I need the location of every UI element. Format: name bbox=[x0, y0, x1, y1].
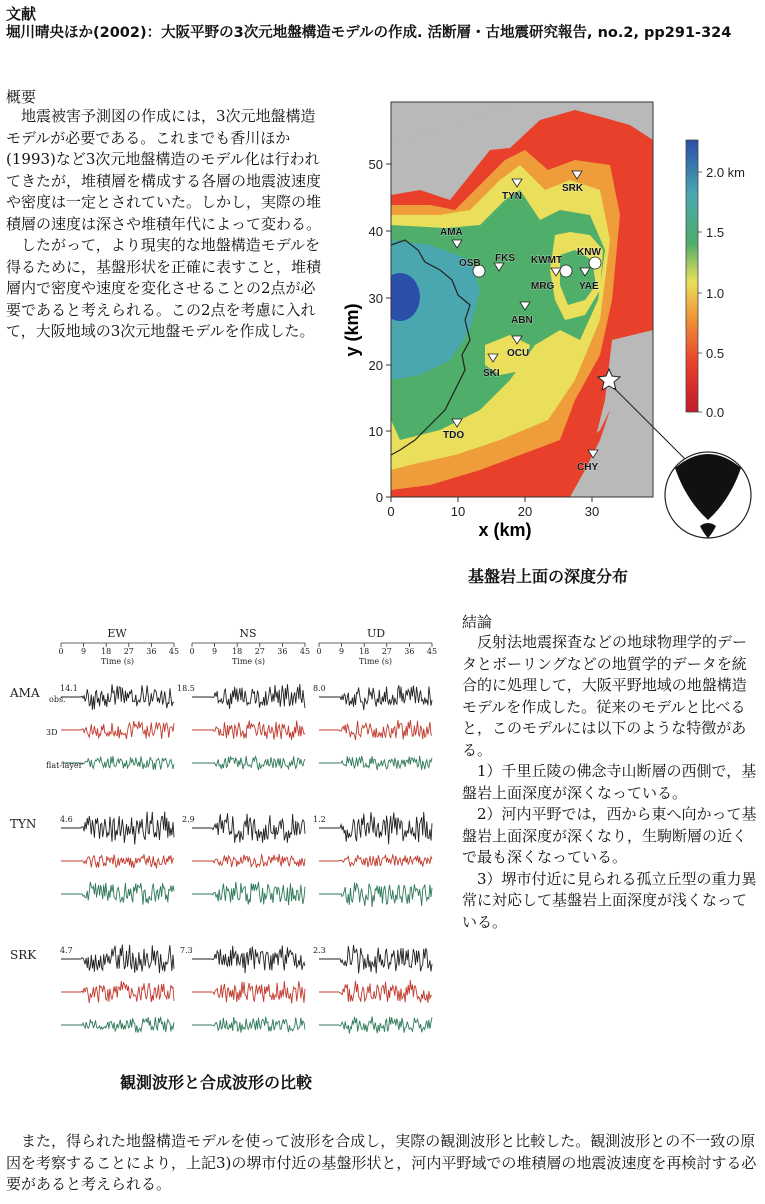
x-tick: 20 bbox=[517, 504, 533, 519]
summary-heading: 概要 bbox=[6, 88, 37, 106]
flat-layer-trace bbox=[212, 756, 305, 770]
time-tick-label: 18 bbox=[101, 647, 112, 656]
time-tick-label: 45 bbox=[299, 647, 311, 656]
closing-body bbox=[6, 1131, 761, 1196]
y-tick: 30 bbox=[368, 291, 383, 306]
y-tick: 20 bbox=[368, 358, 383, 373]
station-label: ABN bbox=[511, 315, 533, 326]
station-label: AMA bbox=[440, 227, 463, 238]
y-tick: 0 bbox=[375, 490, 383, 505]
references-heading: 文献 bbox=[6, 5, 37, 23]
y-tick: 40 bbox=[368, 224, 383, 239]
amplitude-label: 4.7 bbox=[60, 946, 73, 955]
synthetic-3d-trace bbox=[339, 720, 432, 740]
flat-layer-trace bbox=[81, 756, 174, 770]
time-axis-label: Time (s) bbox=[231, 657, 266, 666]
obs-trace bbox=[339, 945, 432, 974]
colorbar-tick: 0.5 bbox=[706, 346, 725, 361]
summary-paragraph-2: したがって，より現実的な地盤構造モデルを得るために，基盤形状を正確に表すこと，堆積層内で密度や速度を変化させることの2点が必要であると考えられる。この2点を考慮に入れて，大阪地域の3次元地盤モデルを作成した。 bbox=[6, 236, 322, 340]
time-tick-label: 18 bbox=[232, 647, 243, 656]
flat-layer-trace bbox=[81, 1017, 174, 1033]
component-header: UD bbox=[366, 627, 386, 640]
conclusion-paragraph: 反射法地震探査などの地球物理学的データとボーリングなどの地質学的データを統合的に処理して，大阪平野地域の地盤構造モデルを作成した。従来のモデルと比べると，このモデルには以下のような特徴がある。 bbox=[462, 633, 748, 759]
basement-depth-map bbox=[335, 95, 765, 555]
station-row-label: TYN bbox=[10, 817, 37, 831]
time-tick-label: 9 bbox=[81, 647, 87, 656]
colorbar-tick: 2.0 km bbox=[706, 165, 746, 180]
time-tick-label: 27 bbox=[254, 647, 265, 656]
time-tick-label: 0 bbox=[58, 647, 64, 656]
summary-paragraph-1: 地震被害予測図の作成には，3次元地盤構造モデルが必要である。これまでも香川ほか(1993)など3次元地盤構造のモデル化は行われてきたが，堆積層を構成する各層の地震波速度や密度は一定とされていた。しかし，実際の堆積層の速度は深さや堆積年代によって変わる。 bbox=[6, 107, 322, 233]
colorbar-tick: 0.0 bbox=[706, 405, 725, 420]
closing-paragraph: また，得られた地盤構造モデルを使って波形を合成し，実際の観測波形と比較した。観測波形との不一致の原因を考察することにより，上記3)の堺市付近の基盤形状と，河内平野域での堆積層の地震波速度を再検討する必要があると考えられる。 bbox=[6, 1132, 757, 1193]
flat-layer-trace bbox=[339, 1016, 432, 1033]
synthetic-3d-trace bbox=[81, 721, 174, 739]
time-axes bbox=[58, 643, 437, 666]
citation: 堀川晴央ほか(2002)：大阪平野の3次元地盤構造モデルの作成. 活断層・古地震研究報告, no.2, pp291-324 bbox=[6, 25, 732, 41]
obs-trace bbox=[212, 684, 305, 709]
x-tick: 0 bbox=[387, 504, 395, 519]
flat-layer-trace bbox=[81, 882, 174, 905]
time-tick-label: 36 bbox=[404, 647, 415, 656]
wave-caption: 観測波形と合成波形の比較 bbox=[120, 1073, 313, 1092]
amplitude-label: 2.3 bbox=[313, 946, 326, 955]
station-label: OSB bbox=[459, 258, 481, 269]
time-tick-label: 36 bbox=[277, 647, 288, 656]
trace-label-obs: obs. bbox=[49, 695, 66, 704]
conclusion-item-1: 1）千里丘陵の佛念寺山断層の西側で，基盤岩上面深度が深くなっている。 bbox=[462, 762, 757, 802]
synthetic-3d-trace bbox=[339, 855, 432, 867]
waveform-traces bbox=[61, 684, 432, 1034]
station-label: MRG bbox=[531, 281, 555, 292]
conclusion-heading: 結論 bbox=[462, 613, 493, 631]
map-caption: 基盤岩上面の深度分布 bbox=[468, 567, 629, 586]
time-tick-label: 45 bbox=[426, 647, 438, 656]
time-tick-label: 36 bbox=[146, 647, 157, 656]
obs-trace bbox=[212, 813, 305, 843]
time-tick-label: 18 bbox=[359, 647, 370, 656]
waveform-comparison-figure bbox=[0, 625, 445, 1065]
conclusion-body bbox=[462, 632, 760, 933]
synthetic-3d-trace bbox=[339, 980, 432, 1003]
focal-mechanism-icon bbox=[665, 452, 751, 538]
x-tick: 10 bbox=[450, 504, 466, 519]
time-axis-label: Time (s) bbox=[100, 657, 135, 666]
station-label: TDO bbox=[443, 430, 465, 441]
time-tick-label: 9 bbox=[339, 647, 345, 656]
colorbar-tick: 1.5 bbox=[706, 225, 725, 240]
synthetic-3d-trace bbox=[212, 720, 305, 740]
flat-layer-trace bbox=[339, 756, 432, 770]
colorbar-tick: 1.0 bbox=[706, 286, 725, 301]
obs-trace bbox=[81, 945, 174, 974]
conclusion-item-3: 3）堺市付近に見られる孤立丘型の重力異常に対応して基盤岩上面深度が浅くなっている。 bbox=[462, 869, 757, 931]
summary-body bbox=[6, 106, 322, 343]
time-tick-label: 9 bbox=[212, 647, 218, 656]
time-tick-label: 27 bbox=[381, 647, 392, 656]
obs-trace bbox=[81, 684, 174, 709]
flat-layer-trace bbox=[212, 1017, 305, 1033]
amplitude-label: 14.1 bbox=[60, 684, 78, 693]
component-header: EW bbox=[107, 627, 127, 640]
obs-trace bbox=[339, 685, 432, 710]
station-label: YAE bbox=[579, 281, 599, 292]
station-label: KWMT bbox=[531, 255, 563, 266]
amplitude-label: 18.5 bbox=[177, 684, 195, 693]
station-row-label: AMA bbox=[10, 686, 40, 700]
time-tick-label: 0 bbox=[189, 647, 195, 656]
station-label: FKS bbox=[495, 253, 515, 264]
station-label: OCU bbox=[507, 348, 530, 359]
flat-layer-trace bbox=[212, 882, 305, 905]
time-tick-label: 45 bbox=[168, 647, 180, 656]
amplitude-label: 1.2 bbox=[313, 815, 326, 824]
y-tick: 50 bbox=[368, 157, 383, 172]
synthetic-3d-trace bbox=[212, 854, 305, 868]
conclusion-item-2: 2）河内平野では，西から東へ向かって基盤岩上面深度が深くなり，生駒断層の近くで最も深くなっている。 bbox=[462, 805, 757, 866]
synthetic-3d-trace bbox=[81, 981, 174, 1003]
obs-trace bbox=[81, 812, 174, 845]
station-label: SKI bbox=[483, 368, 500, 379]
station-label: CHY bbox=[577, 462, 599, 473]
obs-trace bbox=[339, 812, 432, 844]
amplitude-label: 7.3 bbox=[180, 946, 193, 955]
trace-label-flat: flat-layer bbox=[46, 761, 83, 770]
station-label: TYN bbox=[502, 191, 522, 202]
y-tick: 10 bbox=[368, 424, 383, 439]
station-row-label: SRK bbox=[10, 948, 37, 962]
time-tick-label: 27 bbox=[123, 647, 134, 656]
trace-label-3d: 3D bbox=[46, 728, 58, 737]
time-axis-label: Time (s) bbox=[358, 657, 393, 666]
station-label: KNW bbox=[577, 247, 601, 258]
synthetic-3d-trace bbox=[81, 854, 174, 868]
x-tick: 30 bbox=[584, 504, 600, 519]
amplitude-label: 8.0 bbox=[313, 684, 326, 693]
obs-trace bbox=[212, 946, 305, 974]
amplitude-label: 4.6 bbox=[60, 815, 73, 824]
station-label: SRK bbox=[562, 183, 584, 194]
colorbar bbox=[686, 140, 698, 412]
component-header: NS bbox=[239, 627, 257, 640]
y-axis-label: y (km) bbox=[342, 303, 362, 357]
synthetic-3d-trace bbox=[212, 981, 305, 1003]
amplitude-label: 2.9 bbox=[182, 815, 195, 824]
flat-layer-trace bbox=[339, 883, 432, 907]
time-tick-label: 0 bbox=[316, 647, 322, 656]
x-axis-label: x (km) bbox=[478, 520, 532, 540]
